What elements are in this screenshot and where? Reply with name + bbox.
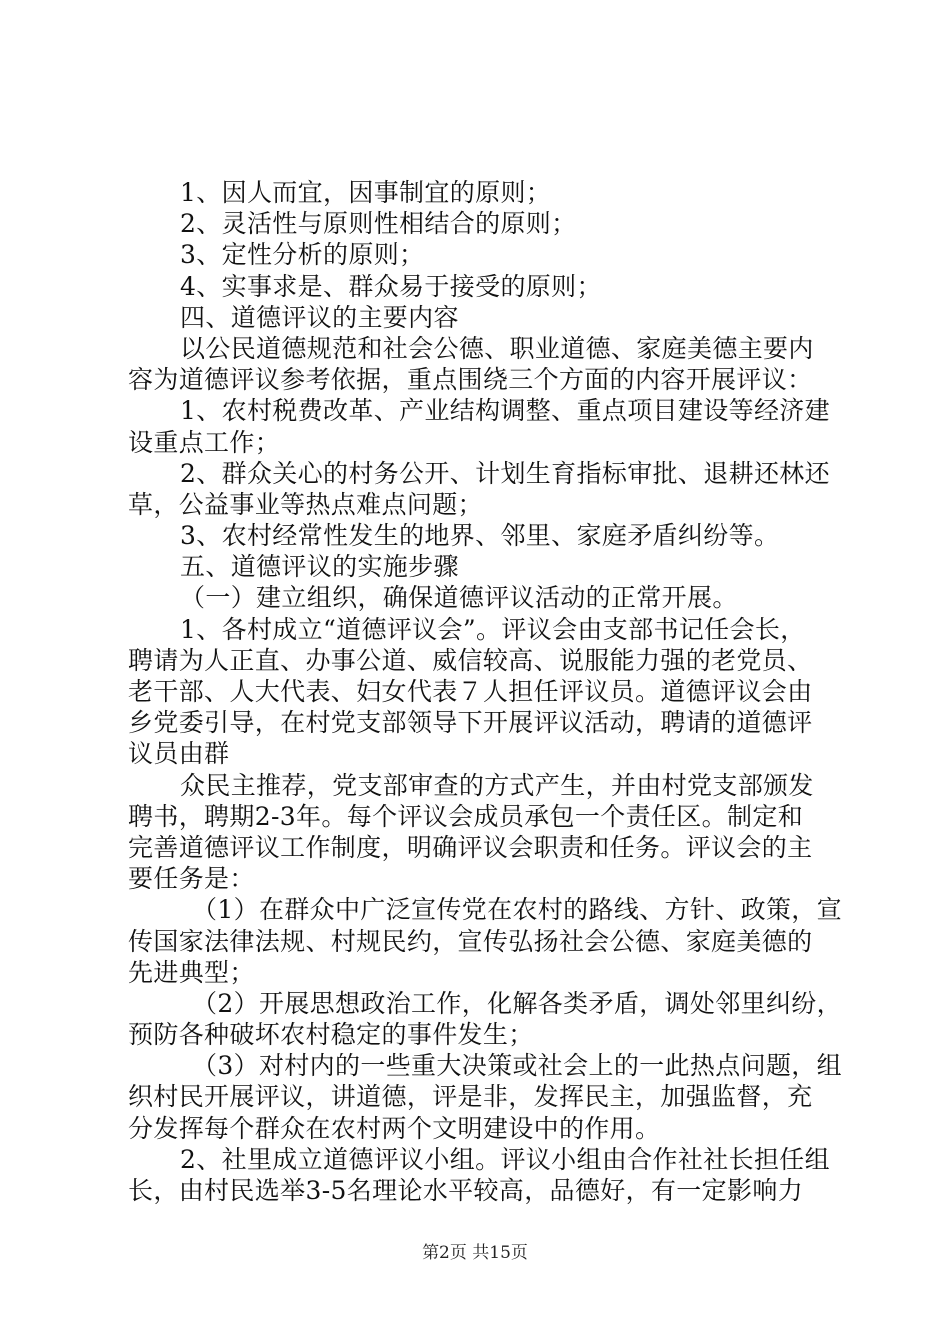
text-line: （2）开展思想政治工作，化解各类矛盾，调处邻里纠纷， <box>192 988 843 1018</box>
text-line: 老干部、人大代表、妇女代表７人担任评议员。道德评议会由 <box>128 677 813 706</box>
text-line: （3）对村内的一些重大决策或社会上的一此热点问题，组 <box>192 1051 843 1081</box>
text-line: 2、群众关心的村务公开、计划生育指标审批、退耕还林还 <box>180 458 831 488</box>
text-line: 众民主推荐，党支部审查的方式产生，并由村党支部颁发 <box>180 770 814 800</box>
text-line: 分发挥每个群众在农村两个文明建设中的作用。 <box>128 1113 661 1143</box>
text-line: 五、道德评议的实施步骤 <box>180 552 459 582</box>
text-line: 先进典型； <box>128 957 255 987</box>
text-line: 四、道德评议的主要内容 <box>180 302 459 332</box>
text-line: 传国家法律法规、村规民约，宣传弘扬社会公德、家庭美德的 <box>128 926 813 956</box>
text-line: 聘请为人正直、办事公道、威信较高、说服能力强的老党员、 <box>128 645 813 675</box>
text-line: 1、农村税费改革、产业结构调整、重点项目建设等经济建 <box>180 396 831 426</box>
page-footer: 第2页 共15页 <box>422 1243 528 1263</box>
text-line: 3、定性分析的原则； <box>180 240 425 270</box>
text-line: 聘书，聘期2-3年。每个评议会成员承包一个责任区。制定和 <box>128 801 804 831</box>
text-line: 长，由村民选举3-5名理论水平较高，品德好，有一定影响力 <box>128 1176 804 1205</box>
text-line: 织村民开展评议，讲道德，评是非，发挥民主，加强监督，充 <box>128 1082 813 1112</box>
text-line: 议员由群 <box>128 739 230 769</box>
text-line: 设重点工作； <box>128 427 281 457</box>
text-line: （1）在群众中广泛宣传党在农村的路线、方针、政策，宣 <box>192 895 843 925</box>
text-line: 完善道德评议工作制度，明确评议会职责和任务。评议会的主 <box>128 832 813 862</box>
text-line: 容为道德评议参考依据，重点围绕三个方面的内容开展评议： <box>128 365 813 395</box>
text-line: （一）建立组织，确保道德评议活动的正常开展。 <box>180 583 738 613</box>
text-line: 1、因人而宜，因事制宜的原则； <box>180 178 552 207</box>
text-line: 3、农村经常性发生的地界、邻里、家庭矛盾纠纷等。 <box>180 521 780 551</box>
text-line: 1、各村成立“道德评议会”。评议会由支部书记任会长， <box>180 614 806 644</box>
text-line: 4、实事求是、群众易于接受的原则； <box>180 271 602 301</box>
text-line: 2、社里成立道德评议小组。评议小组由合作社社长担任组 <box>180 1144 831 1174</box>
text-line: 乡党委引导，在村党支部领导下开展评议活动，聘请的道德评 <box>128 708 813 738</box>
text-line: 预防各种破坏农村稳定的事件发生； <box>128 1020 534 1050</box>
text-line: 2、灵活性与原则性相结合的原则； <box>180 209 577 239</box>
body-text <box>128 177 843 1206</box>
text-line: 要任务是： <box>128 864 255 894</box>
text-line: 草，公益事业等热点难点问题； <box>128 489 483 519</box>
text-line: 以公民道德规范和社会公德、职业道德、家庭美德主要内 <box>180 333 814 363</box>
